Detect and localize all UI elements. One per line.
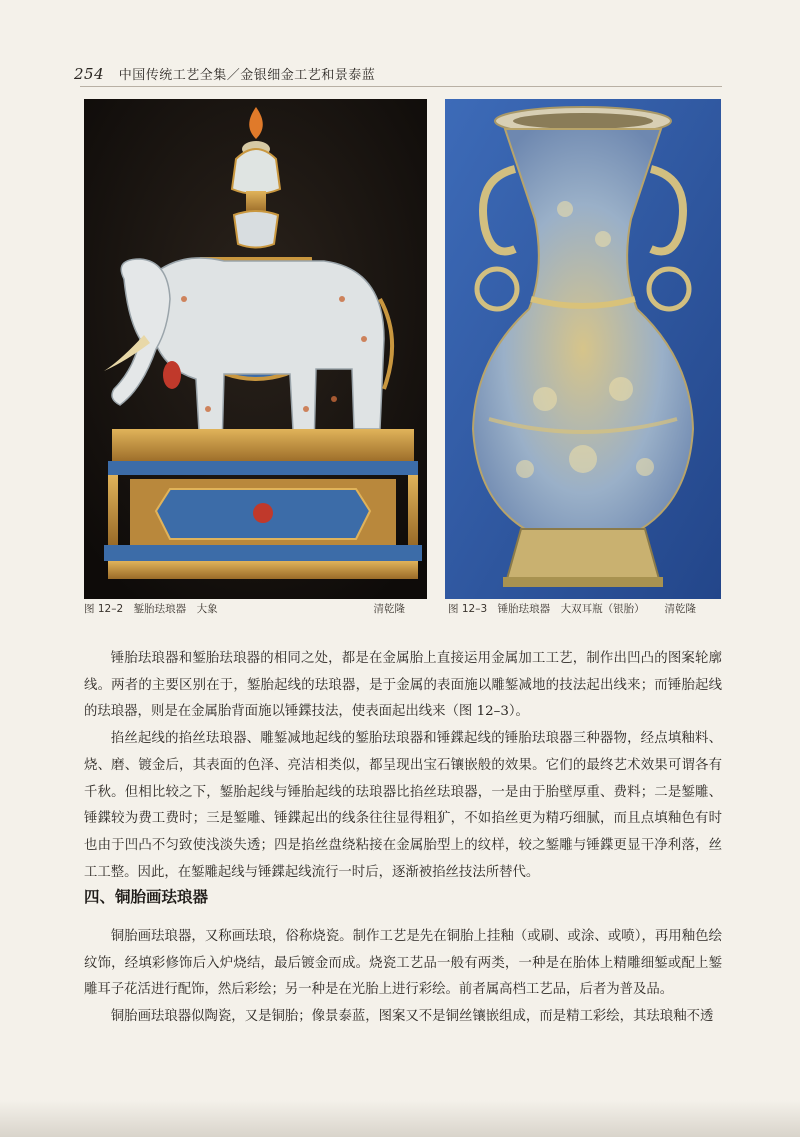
- book-title: 中国传统工艺全集／金银细金工艺和景泰蓝: [118, 68, 376, 83]
- caption-era: 清乾隆: [373, 603, 405, 615]
- vase-illustration: [445, 99, 721, 599]
- body-text-block: [84, 646, 722, 886]
- body-text-block: [84, 924, 722, 1031]
- paragraph: 铜胎画珐琅器，又称画珐琅，俗称烧瓷。制作工艺是先在铜胎上挂釉（或刷、或涂、或喷），再用釉色绘纹饰，经填彩修饰后入炉烧结，最后镀金而成。烧瓷工艺品一般有两类，一种是在胎体上精雕细錾或配上錾雕耳子花活进行配饰，然后彩绘；另一种是在光胎上进行彩绘。前者属高档工艺品，后者为普及品。: [84, 929, 722, 998]
- elephant-illustration: [84, 99, 427, 599]
- caption-text: 图 12–2 錾胎珐琅器 大象: [84, 603, 218, 615]
- caption-era: 清乾隆: [664, 603, 696, 615]
- paragraph: 锤胎珐琅器和錾胎珐琅器的相同之处，都是在金属胎上直接运用金属加工工艺，制作出凹凸的图案轮廓线。两者的主要区别在于，錾胎起线的珐琅器，是于金属的表面施以雕錾减地的技法起出线来；而锤胎起线的珐琅器，则是在金属胎背面施以锤鍱技法，使表面起出线来（图 12–3）。: [84, 651, 722, 720]
- page-bottom-shadow: [0, 1100, 800, 1137]
- page-number: 254: [74, 65, 105, 83]
- paragraph: 掐丝起线的掐丝珐琅器、雕錾减地起线的錾胎珐琅器和锤鍱起线的锤胎珐琅器三种器物，经点填釉料、烧、磨、镀金后，其表面的色泽、亮洁相类似，都呈现出宝石镶嵌般的效果。它们的最终艺术效果可谓各有千秋。但相比较之下，錾胎起线与锤胎起线的珐琅器比掐丝珐琅器，一是由于胎壁厚重、费料；二是錾雕、锤鍱较为费工费时；三是錾雕、锤鍱起出的线条往往显得粗犷，不如掐丝更为精巧细腻，而且点填釉色有时也由于凹凸不匀致使浅淡失透；四是掐丝盘绕粘接在金属胎型上的纹样，较之錾雕与锤鍱更显干净利落，丝工工整。因此，在錾雕起线与锤鍱起线流行一时后，逐渐被掐丝技法所替代。: [84, 731, 722, 880]
- running-head: [74, 64, 724, 86]
- paragraph: 铜胎画珐琅器似陶瓷，又是铜胎；像景泰蓝，图案又不是铜丝镶嵌组成，而是精工彩绘，其珐琅釉不透: [110, 1009, 714, 1025]
- vase-photo: [445, 99, 721, 599]
- header-rule: [80, 86, 722, 87]
- section-heading: 四、铜胎画珐琅器: [84, 888, 209, 906]
- elephant-photo: [84, 99, 427, 599]
- caption-text: 图 12–3 锤胎珐琅器 大双耳瓶（银胎）: [448, 603, 645, 615]
